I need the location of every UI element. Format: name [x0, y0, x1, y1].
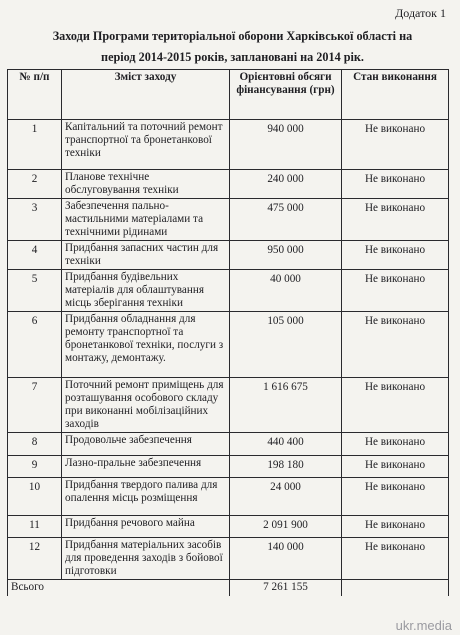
table-header-row — [8, 70, 449, 120]
row-number: 11 — [8, 516, 62, 538]
row-amount: 240 000 — [230, 170, 342, 199]
row-amount: 24 000 — [230, 478, 342, 516]
table-row — [8, 170, 449, 199]
row-content: Придбання матеріальних засобів для проведення заходів з бойової підготовки — [62, 538, 230, 580]
row-amount: 1 616 675 — [230, 378, 342, 433]
row-number: 9 — [8, 456, 62, 478]
row-content: Продовольче забезпечення — [62, 433, 230, 456]
table-row — [8, 312, 449, 378]
row-status: Не виконано — [342, 241, 449, 270]
row-status: Не виконано — [342, 478, 449, 516]
row-content: Планове технічне обслуговування техніки — [62, 170, 230, 199]
row-content: Придбання обладнання для ремонту транспортної та бронетанкової техніки, послуги з монтажу, демонтажу. — [62, 312, 230, 378]
row-content: Поточний ремонт приміщень для розташування особового складу при виконанні мобілізаційних заходів — [62, 378, 230, 433]
row-number: 5 — [8, 270, 62, 312]
table-row — [8, 433, 449, 456]
table-row — [8, 538, 449, 580]
row-amount: 2 091 900 — [230, 516, 342, 538]
row-status: Не виконано — [342, 433, 449, 456]
row-number: 7 — [8, 378, 62, 433]
row-status: Не виконано — [342, 270, 449, 312]
measures-table — [7, 69, 449, 596]
table-row — [8, 478, 449, 516]
table-row — [8, 241, 449, 270]
document-title — [20, 26, 445, 68]
table-body — [8, 120, 449, 596]
row-content: Капітальний та поточний ремонт транспортної та бронетанкової техніки — [62, 120, 230, 170]
row-amount: 950 000 — [230, 241, 342, 270]
table-row — [8, 199, 449, 241]
table-row — [8, 270, 449, 312]
row-content: Забезпечення пально-мастильними матеріалами та технічними рідинами — [62, 199, 230, 241]
header-content: Зміст заходу — [62, 70, 230, 120]
row-content: Придбання будівельних матеріалів для облаштування місць зберігання техніки — [62, 270, 230, 312]
watermark: ukr.media — [395, 618, 452, 633]
total-amount: 7 261 155 — [230, 580, 342, 596]
total-row — [8, 580, 449, 596]
row-number: 12 — [8, 538, 62, 580]
row-amount: 105 000 — [230, 312, 342, 378]
row-number: 10 — [8, 478, 62, 516]
row-status: Не виконано — [342, 170, 449, 199]
header-status: Стан виконання — [342, 70, 449, 120]
row-amount: 940 000 — [230, 120, 342, 170]
header-num: № п/п — [8, 70, 62, 120]
row-number: 8 — [8, 433, 62, 456]
addendum-label: Додаток 1 — [395, 6, 446, 20]
row-content: Придбання твердого палива для опалення місць розміщення — [62, 478, 230, 516]
table-row — [8, 378, 449, 433]
row-status: Не виконано — [342, 378, 449, 433]
row-content: Лазно-пральне забезпечення — [62, 456, 230, 478]
row-status: Не виконано — [342, 312, 449, 378]
row-status: Не виконано — [342, 456, 449, 478]
row-amount: 440 400 — [230, 433, 342, 456]
row-number: 3 — [8, 199, 62, 241]
row-amount: 198 180 — [230, 456, 342, 478]
row-number: 4 — [8, 241, 62, 270]
title-line-1: Заходи Програми територіальної оборони Харківської області на — [52, 29, 413, 43]
row-number: 6 — [8, 312, 62, 378]
table-row — [8, 456, 449, 478]
row-status: Не виконано — [342, 199, 449, 241]
row-content: Придбання речового майна — [62, 516, 230, 538]
total-label: Всього — [8, 580, 230, 596]
row-number: 1 — [8, 120, 62, 170]
row-status: Не виконано — [342, 516, 449, 538]
row-status: Не виконано — [342, 538, 449, 580]
title-line-2: період 2014-2015 років, заплановані на 2014 рік. — [101, 50, 364, 64]
row-number: 2 — [8, 170, 62, 199]
table-row — [8, 120, 449, 170]
header-funding: Орієнтовні обсяги фінансування (грн) — [230, 70, 342, 120]
row-amount: 40 000 — [230, 270, 342, 312]
row-content: Придбання запасних частин для техніки — [62, 241, 230, 270]
table-row — [8, 516, 449, 538]
row-status: Не виконано — [342, 120, 449, 170]
row-amount: 475 000 — [230, 199, 342, 241]
total-empty-cell — [342, 580, 449, 596]
row-amount: 140 000 — [230, 538, 342, 580]
